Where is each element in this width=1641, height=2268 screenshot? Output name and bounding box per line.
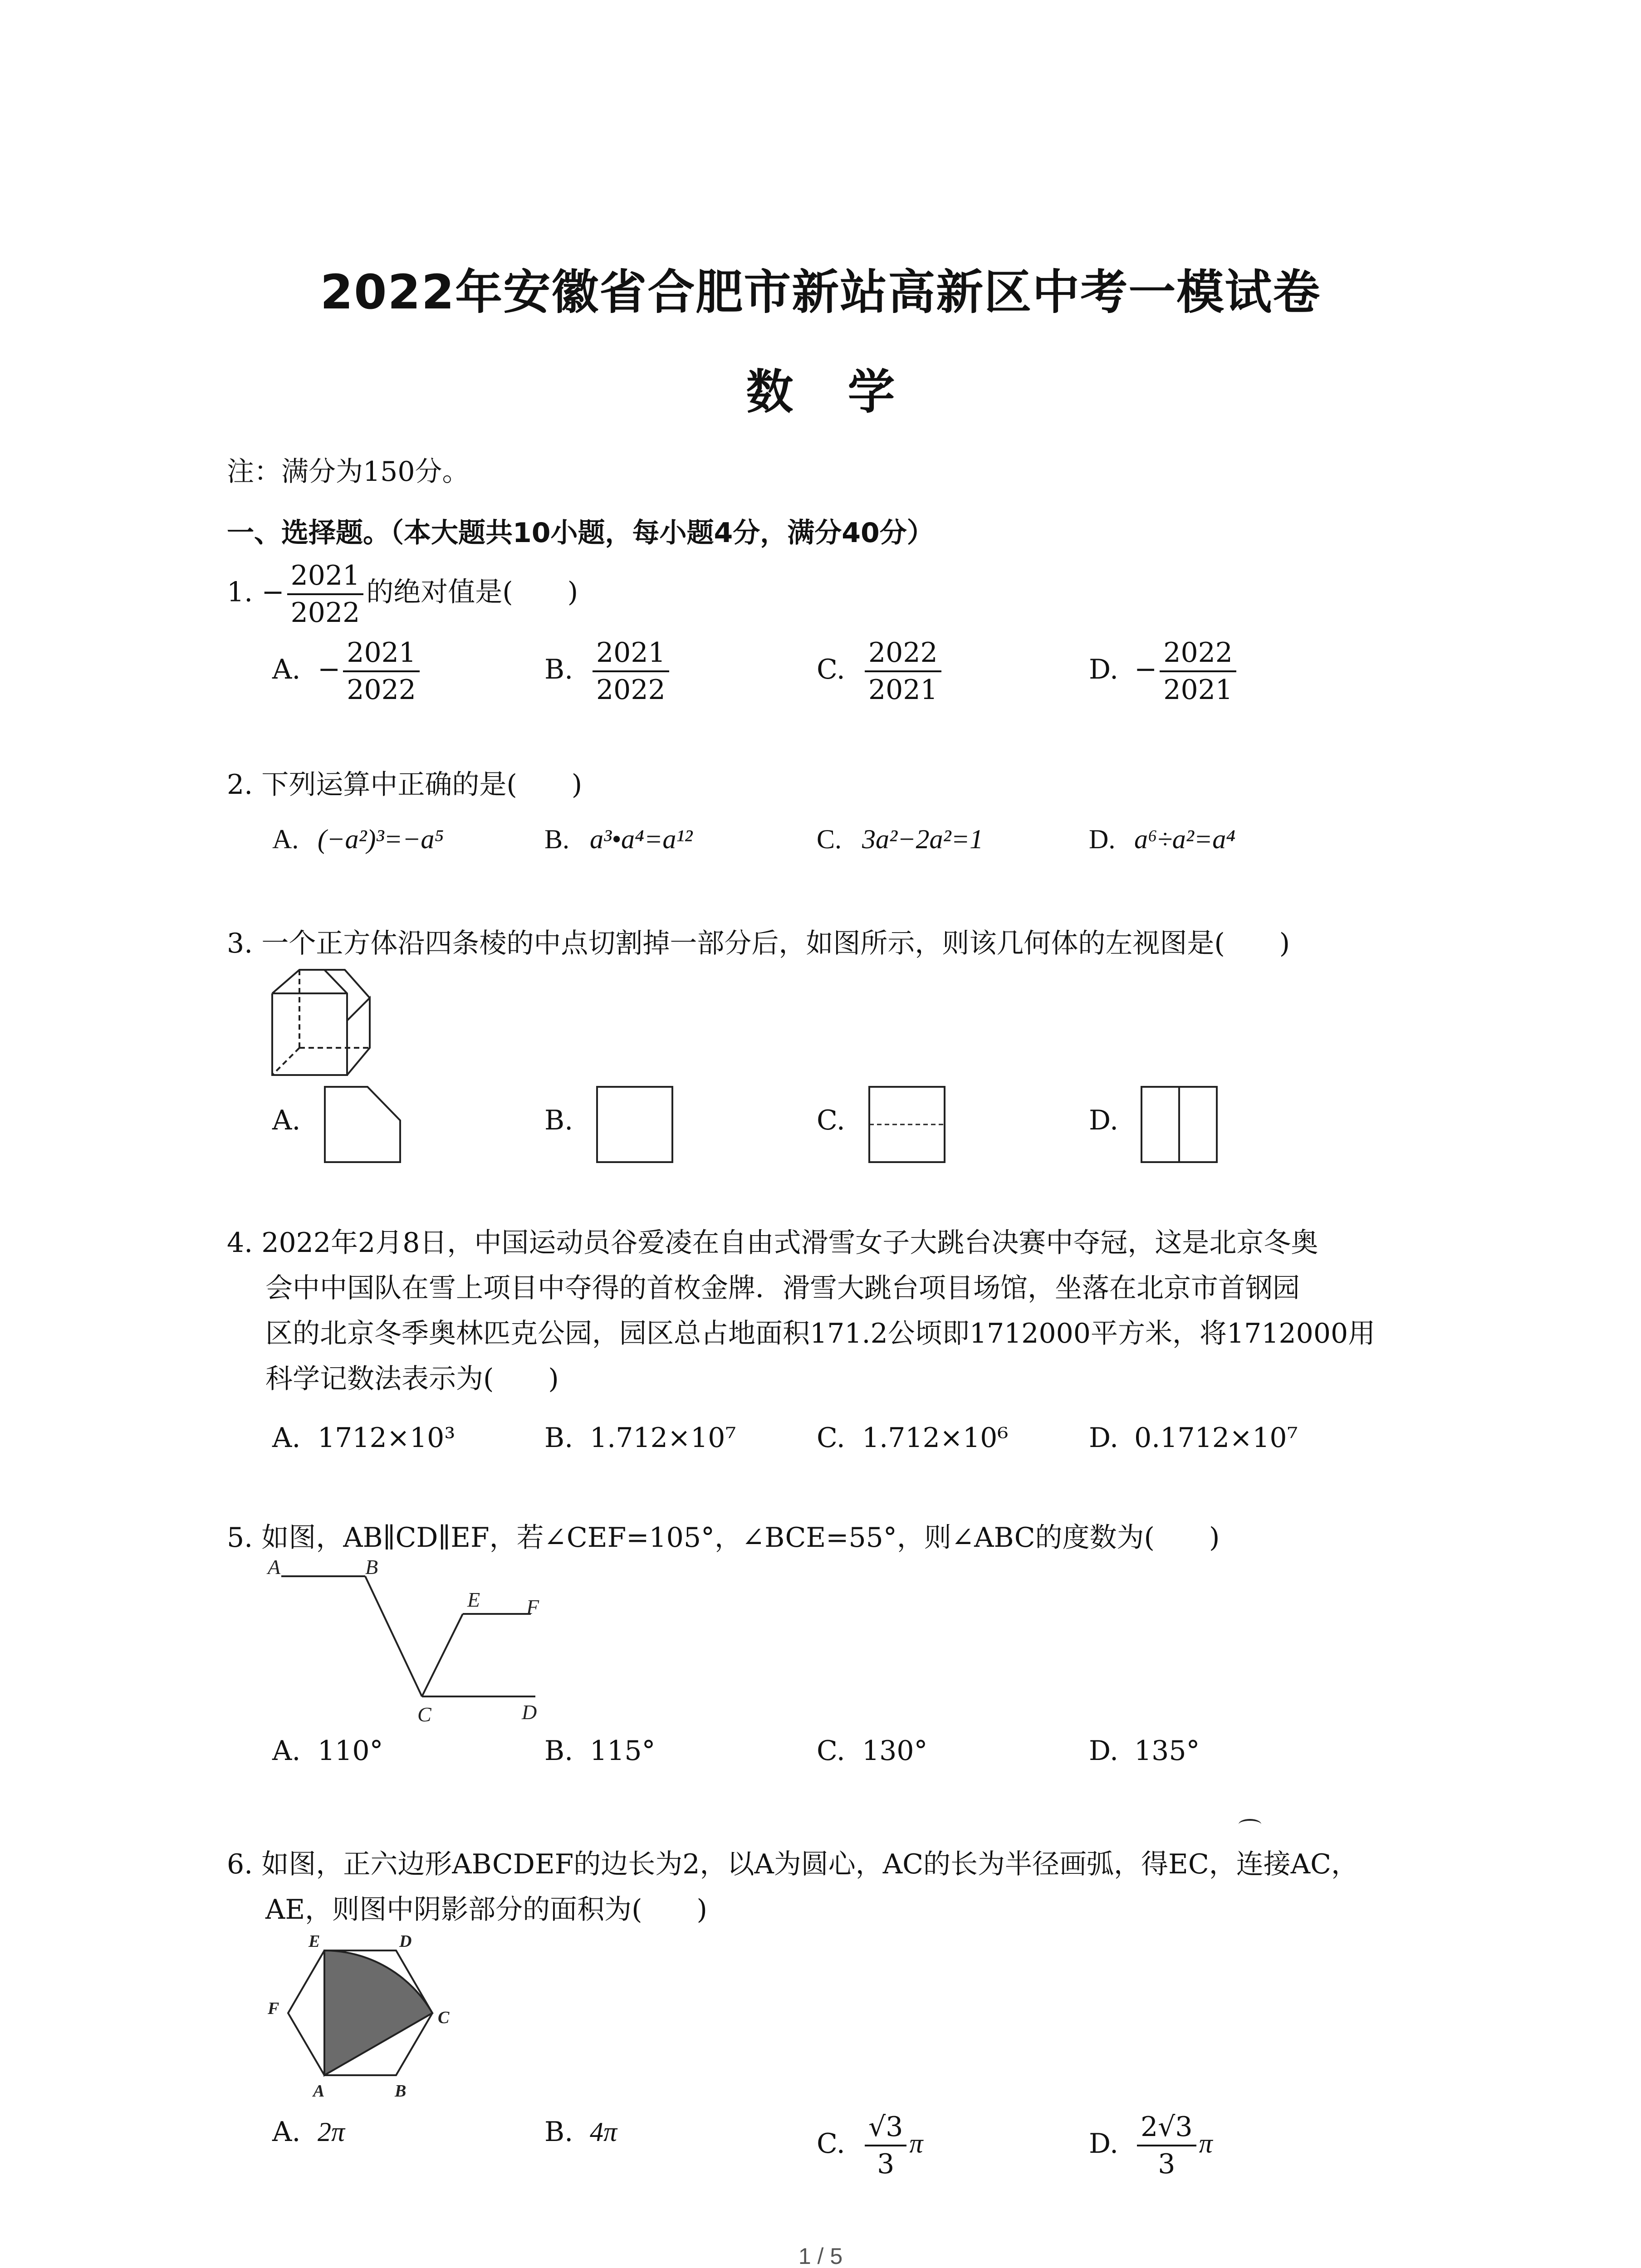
question-5: 5. 如图，AB∥CD∥EF，若∠CEF=105°，∠BCE=55°，则∠ABC的度数为( ) (227, 1522, 1220, 1554)
question-4-line-3: 区的北京冬季奥林匹克公园，园区总占地面积171.2公顷即1712000平方米，将1712000用 (265, 1318, 1376, 1349)
q3-option-d-label[interactable]: D. (1089, 1105, 1119, 1136)
label-A: A (313, 2082, 325, 2101)
q5-option-b[interactable]: B. 115° (544, 1735, 656, 1767)
page-number: 1 / 5 (798, 2244, 843, 2268)
q3-option-a-label[interactable]: A. (272, 1105, 301, 1136)
q5-option-d[interactable]: D. 135° (1089, 1735, 1200, 1767)
q2-option-c[interactable]: C. 3a²−2a²=1 (817, 824, 983, 854)
cube-figure (268, 966, 377, 1080)
question-6-line-1: 6. 如图，正六边形ABCDEF的边长为2，以A为圆心，AC的长为半径画弧，得EC，连接AC， (227, 1848, 1358, 1880)
q4-option-b[interactable]: B. 1.712×10⁷ (544, 1422, 736, 1454)
q4-option-d[interactable]: D. 0.1712×10⁷ (1089, 1422, 1298, 1454)
exam-note: 注：满分为150分。 (227, 456, 470, 488)
q1-option-d[interactable]: D. − $\frac{2022}{2021}$ (1089, 635, 1239, 708)
label-A: A (268, 1556, 281, 1579)
label-E: E (467, 1588, 480, 1611)
q3-option-b-label[interactable]: B. (544, 1105, 573, 1136)
question-6-line-2: AE，则图中阴影部分的面积为( ) (265, 1894, 707, 1926)
question-1 (227, 558, 578, 631)
label-C: C (438, 2008, 450, 2027)
q3-option-b-figure[interactable] (594, 1084, 676, 1166)
minus-sign: − (261, 576, 284, 608)
fraction: $\frac{2021}{2022}$ (287, 558, 364, 631)
q6-option-c[interactable]: C. $\frac{√3}{3}$ π (817, 2109, 923, 2182)
q5-option-c[interactable]: C. 130° (817, 1735, 928, 1767)
question-2: 2. 下列运算中正确的是( ) (227, 769, 583, 801)
label-C: C (417, 1703, 431, 1726)
page-title: 2022年安徽省合肥市新站高新区中考一模试卷 (320, 264, 1321, 320)
section-heading-choice: 一、选择题。（本大题共10小题，每小题4分，满分40分） (227, 517, 934, 549)
q6-option-d[interactable]: D. $\frac{2√3}{3}$ π (1089, 2109, 1213, 2182)
q2-option-d[interactable]: D. a⁶÷a²=a⁴ (1089, 824, 1236, 854)
label-B: B (395, 2082, 407, 2101)
q2-option-a[interactable]: A. (−a²)³=−a⁵ (272, 824, 444, 854)
question-text: 的绝对值是( ) (366, 576, 578, 608)
subject-title: 数学 (746, 364, 950, 420)
q1-option-b[interactable]: B. $\frac{2021}{2022}$ (544, 635, 672, 708)
question-3: 3. 一个正方体沿四条棱的中点切割掉一部分后，如图所示，则该几何体的左视图是( ) (227, 928, 1290, 959)
arc-symbol (1239, 1819, 1261, 1830)
question-4-line-1: 4. 2022年2月8日，中国运动员谷爱凌在自由式滑雪女子大跳台决赛中夺冠，这是北京冬奥 (227, 1227, 1318, 1259)
label-F: F (268, 1999, 279, 2018)
q1-option-a[interactable]: A. − $\frac{2021}{2022}$ (272, 635, 422, 708)
question-number: 1. (227, 576, 253, 608)
label-D: D (399, 1932, 412, 1951)
q6-option-b[interactable]: B. 4π (544, 2116, 617, 2148)
q3-option-c-label[interactable]: C. (817, 1105, 845, 1136)
label-F: F (526, 1595, 539, 1618)
q4-option-c[interactable]: C. 1.712×10⁶ (817, 1422, 1009, 1454)
q3-option-c-figure[interactable] (867, 1084, 948, 1166)
q6-option-a[interactable]: A. 2π (272, 2116, 345, 2148)
label-D: D (522, 1701, 537, 1724)
q4-option-a[interactable]: A. 1712×10³ (272, 1422, 456, 1454)
label-E: E (309, 1932, 320, 1951)
q3-option-a-figure[interactable] (322, 1084, 404, 1166)
question-4-line-2: 会中中国队在雪上项目中夺得的首枚金牌．滑雪大跳台项目场馆，坐落在北京市首钢园 (265, 1272, 1300, 1304)
question-4-line-4: 科学记数法表示为( ) (265, 1363, 559, 1395)
q5-option-a[interactable]: A. 110° (272, 1735, 383, 1767)
hexagon-figure (263, 1932, 463, 2105)
q2-option-b[interactable]: B. a³•a⁴=a¹² (544, 824, 693, 854)
label-B: B (365, 1556, 378, 1579)
q1-option-c[interactable]: C. $\frac{2022}{2021}$ (817, 635, 944, 708)
q3-option-d-figure[interactable] (1139, 1084, 1220, 1166)
parallel-lines-figure (263, 1556, 554, 1728)
